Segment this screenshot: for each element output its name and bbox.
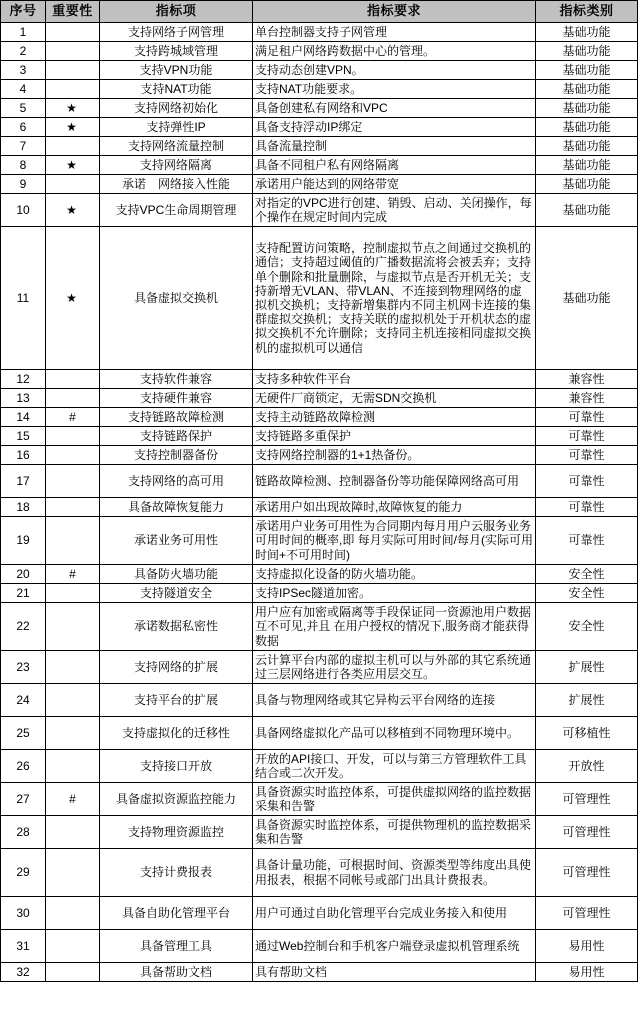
table-row — [1, 584, 638, 603]
row-number-cell: 18 — [1, 498, 46, 517]
row-category-cell: 基础功能 — [536, 99, 638, 118]
row-number-cell: 23 — [1, 651, 46, 684]
row-item-cell: 具备帮助文档 — [100, 963, 253, 982]
row-category-cell: 基础功能 — [536, 227, 638, 370]
row-category-cell: 可管理性 — [536, 816, 638, 849]
row-category-cell: 基础功能 — [536, 80, 638, 99]
row-item-cell: 支持网络的扩展 — [100, 651, 253, 684]
row-requirement-cell: 承诺用户如出现故障时,故障恢复的能力 — [253, 498, 536, 517]
row-importance-cell — [46, 584, 100, 603]
row-requirement-cell: 链路故障检测、控制器备份等功能保障网络高可用 — [253, 465, 536, 498]
row-item-cell: 支持链路故障检测 — [100, 408, 253, 427]
row-requirement-cell: 具备不同租户私有网络隔离 — [253, 156, 536, 175]
row-requirement-cell: 支持IPSec隧道加密。 — [253, 584, 536, 603]
row-category-cell: 兼容性 — [536, 370, 638, 389]
row-item-cell: 具备自助化管理平台 — [100, 897, 253, 930]
row-item-cell: 支持网络隔离 — [100, 156, 253, 175]
row-category-cell: 可靠性 — [536, 498, 638, 517]
row-importance-cell — [46, 389, 100, 408]
table-row — [1, 408, 638, 427]
row-requirement-cell: 具备计量功能，可根据时间、资源类型等纬度出具使用报表，根据不同帐号或部门出具计费报表。 — [253, 849, 536, 897]
row-importance-cell: ★ — [46, 227, 100, 370]
column-header-category: 指标类别 — [536, 1, 638, 23]
row-category-cell: 安全性 — [536, 603, 638, 651]
row-number-cell: 3 — [1, 61, 46, 80]
row-item-cell: 支持网络的高可用 — [100, 465, 253, 498]
table-row — [1, 465, 638, 498]
row-requirement-cell: 支持配置访问策略，控制虚拟节点之间通过交换机的通信；支持超过阈值的广播数据流将会被丢弃；支持单个删除和批量删除，与虚拟节点是否开机无关；支持新增无VLAN、带VLAN、不连接到物理网络的虚拟机交换机；支持新增集群内不同主机网卡连接的集群虚拟交换机；支持关联的虚拟机处于开机状态的虚拟交换机不允许删除；支持同主机连接相同虚拟交换机的虚拟机可以通信 — [253, 227, 536, 370]
row-number-cell: 16 — [1, 446, 46, 465]
table-row — [1, 42, 638, 61]
row-requirement-cell: 承诺用户业务可用性为合同期内每月用户云服务业务可用时间的概率,即 每月实际可用时间/每月(实际可用时间+不可用时间) — [253, 517, 536, 565]
row-item-cell: 支持接口开放 — [100, 750, 253, 783]
row-item-cell: 支持计费报表 — [100, 849, 253, 897]
row-number-cell: 8 — [1, 156, 46, 175]
row-number-cell: 5 — [1, 99, 46, 118]
row-requirement-cell: 支持网络控制器的1+1热备份。 — [253, 446, 536, 465]
row-requirement-cell: 支持主动链路故障检测 — [253, 408, 536, 427]
table-row — [1, 565, 638, 584]
row-requirement-cell: 具备流量控制 — [253, 137, 536, 156]
row-importance-cell — [46, 651, 100, 684]
row-item-cell: 具备故障恢复能力 — [100, 498, 253, 517]
row-requirement-cell: 开放的API接口、开发，可以与第三方管理软件工具结合或二次开发。 — [253, 750, 536, 783]
row-number-cell: 13 — [1, 389, 46, 408]
row-number-cell: 10 — [1, 194, 46, 227]
row-category-cell: 基础功能 — [536, 194, 638, 227]
row-item-cell: 支持NAT功能 — [100, 80, 253, 99]
row-category-cell: 易用性 — [536, 930, 638, 963]
row-number-cell: 2 — [1, 42, 46, 61]
row-category-cell: 基础功能 — [536, 23, 638, 42]
row-requirement-cell: 单台控制器支持子网管理 — [253, 23, 536, 42]
row-item-cell: 具备管理工具 — [100, 930, 253, 963]
row-importance-cell — [46, 175, 100, 194]
row-requirement-cell: 满足租户网络跨数据中心的管理。 — [253, 42, 536, 61]
row-requirement-cell: 对指定的VPC进行创建、销毁、启动、关闭操作，每个操作在规定时间内完成 — [253, 194, 536, 227]
row-item-cell: 承诺数据私密性 — [100, 603, 253, 651]
row-item-cell: 支持物理资源监控 — [100, 816, 253, 849]
row-importance-cell — [46, 23, 100, 42]
row-category-cell: 安全性 — [536, 565, 638, 584]
row-requirement-cell: 用户可通过自助化管理平台完成业务接入和使用 — [253, 897, 536, 930]
row-number-cell: 30 — [1, 897, 46, 930]
row-number-cell: 19 — [1, 517, 46, 565]
table-row — [1, 517, 638, 565]
table-body — [1, 23, 638, 982]
row-requirement-cell: 具备资源实时监控体系，可提供虚拟网络的监控数据采集和告警 — [253, 783, 536, 816]
row-item-cell: 支持软件兼容 — [100, 370, 253, 389]
row-importance-cell — [46, 816, 100, 849]
row-item-cell: 支持网络子网管理 — [100, 23, 253, 42]
row-requirement-cell: 支持动态创建VPN。 — [253, 61, 536, 80]
row-importance-cell — [46, 80, 100, 99]
row-number-cell: 21 — [1, 584, 46, 603]
row-category-cell: 扩展性 — [536, 684, 638, 717]
header-row — [1, 1, 638, 23]
row-requirement-cell: 支持NAT功能要求。 — [253, 80, 536, 99]
row-number-cell: 22 — [1, 603, 46, 651]
row-requirement-cell: 具备资源实时监控体系，可提供物理机的监控数据采集和告警 — [253, 816, 536, 849]
row-category-cell: 基础功能 — [536, 61, 638, 80]
row-importance-cell — [46, 427, 100, 446]
row-importance-cell — [46, 370, 100, 389]
row-item-cell: 支持平台的扩展 — [100, 684, 253, 717]
row-category-cell: 扩展性 — [536, 651, 638, 684]
row-item-cell: 支持网络流量控制 — [100, 137, 253, 156]
row-number-cell: 7 — [1, 137, 46, 156]
row-number-cell: 27 — [1, 783, 46, 816]
row-category-cell: 基础功能 — [536, 156, 638, 175]
row-item-cell: 支持虚拟化的迁移性 — [100, 717, 253, 750]
row-importance-cell — [46, 498, 100, 517]
row-item-cell: 支持链路保护 — [100, 427, 253, 446]
row-category-cell: 基础功能 — [536, 42, 638, 61]
table-row — [1, 963, 638, 982]
table-row — [1, 227, 638, 370]
row-importance-cell: ★ — [46, 99, 100, 118]
row-importance-cell — [46, 517, 100, 565]
table-row — [1, 498, 638, 517]
table-row — [1, 651, 638, 684]
row-number-cell: 20 — [1, 565, 46, 584]
row-requirement-cell: 具备网络虚拟化产品可以移植到不同物理环境中。 — [253, 717, 536, 750]
row-requirement-cell: 具备与物理网络或其它异构云平台网络的连接 — [253, 684, 536, 717]
row-category-cell: 易用性 — [536, 963, 638, 982]
row-item-cell: 承诺 网络接入性能 — [100, 175, 253, 194]
row-item-cell: 支持硬件兼容 — [100, 389, 253, 408]
row-item-cell: 支持隧道安全 — [100, 584, 253, 603]
row-number-cell: 17 — [1, 465, 46, 498]
row-requirement-cell: 无硬件厂商锁定，无需SDN交换机 — [253, 389, 536, 408]
row-category-cell: 基础功能 — [536, 118, 638, 137]
row-requirement-cell: 用户应有加密或隔离等手段保证同一资源池用户数据互不可见,并且 在用户授权的情况下,服务商才能获得数据 — [253, 603, 536, 651]
row-category-cell: 可靠性 — [536, 427, 638, 446]
row-importance-cell — [46, 897, 100, 930]
row-importance-cell — [46, 963, 100, 982]
row-category-cell: 可管理性 — [536, 897, 638, 930]
row-requirement-cell: 通过Web控制台和手机客户端登录虚拟机管理系统 — [253, 930, 536, 963]
row-item-cell: 具备虚拟资源监控能力 — [100, 783, 253, 816]
row-item-cell: 支持跨城域管理 — [100, 42, 253, 61]
row-item-cell: 支持控制器备份 — [100, 446, 253, 465]
row-category-cell: 基础功能 — [536, 175, 638, 194]
row-number-cell: 24 — [1, 684, 46, 717]
row-category-cell: 可管理性 — [536, 849, 638, 897]
row-number-cell: 25 — [1, 717, 46, 750]
table-row — [1, 750, 638, 783]
table-row — [1, 137, 638, 156]
row-number-cell: 4 — [1, 80, 46, 99]
row-importance-cell — [46, 750, 100, 783]
row-requirement-cell: 具备支持浮动IP绑定 — [253, 118, 536, 137]
row-category-cell: 可靠性 — [536, 446, 638, 465]
row-category-cell: 基础功能 — [536, 137, 638, 156]
table-row — [1, 783, 638, 816]
row-requirement-cell: 支持链路多重保护 — [253, 427, 536, 446]
table-row — [1, 61, 638, 80]
row-number-cell: 1 — [1, 23, 46, 42]
row-number-cell: 28 — [1, 816, 46, 849]
row-number-cell: 15 — [1, 427, 46, 446]
table-row — [1, 427, 638, 446]
table-row — [1, 389, 638, 408]
row-category-cell: 可管理性 — [536, 783, 638, 816]
row-importance-cell — [46, 61, 100, 80]
row-category-cell: 可靠性 — [536, 408, 638, 427]
row-requirement-cell: 支持多种软件平台 — [253, 370, 536, 389]
row-number-cell: 11 — [1, 227, 46, 370]
row-number-cell: 12 — [1, 370, 46, 389]
table-row — [1, 118, 638, 137]
row-number-cell: 6 — [1, 118, 46, 137]
table-row — [1, 816, 638, 849]
table-row — [1, 897, 638, 930]
row-requirement-cell: 支持虚拟化设备的防火墙功能。 — [253, 565, 536, 584]
row-category-cell: 安全性 — [536, 584, 638, 603]
table-row — [1, 603, 638, 651]
table-row — [1, 156, 638, 175]
row-importance-cell — [46, 42, 100, 61]
table-row — [1, 849, 638, 897]
column-header-importance: 重要性 — [46, 1, 100, 23]
row-importance-cell — [46, 465, 100, 498]
table-row — [1, 684, 638, 717]
row-importance-cell: ★ — [46, 156, 100, 175]
row-item-cell: 支持VPC生命周期管理 — [100, 194, 253, 227]
row-importance-cell: # — [46, 783, 100, 816]
column-header-requirement: 指标要求 — [253, 1, 536, 23]
table-row — [1, 370, 638, 389]
row-number-cell: 31 — [1, 930, 46, 963]
row-category-cell: 可移植性 — [536, 717, 638, 750]
table-row — [1, 23, 638, 42]
row-importance-cell: ★ — [46, 118, 100, 137]
table-row — [1, 99, 638, 118]
row-item-cell: 支持弹性IP — [100, 118, 253, 137]
row-category-cell: 可靠性 — [536, 465, 638, 498]
row-importance-cell — [46, 684, 100, 717]
row-importance-cell — [46, 137, 100, 156]
row-importance-cell — [46, 603, 100, 651]
table-row — [1, 175, 638, 194]
row-item-cell: 支持网络初始化 — [100, 99, 253, 118]
row-number-cell: 14 — [1, 408, 46, 427]
row-category-cell: 可靠性 — [536, 517, 638, 565]
row-importance-cell — [46, 446, 100, 465]
row-number-cell: 26 — [1, 750, 46, 783]
table-header — [1, 1, 638, 23]
row-item-cell: 支持VPN功能 — [100, 61, 253, 80]
row-requirement-cell: 具有帮助文档 — [253, 963, 536, 982]
row-importance-cell — [46, 849, 100, 897]
row-item-cell: 承诺业务可用性 — [100, 517, 253, 565]
table-row — [1, 717, 638, 750]
table-row — [1, 930, 638, 963]
column-header-item: 指标项 — [100, 1, 253, 23]
row-requirement-cell: 具备创建私有网络和VPC — [253, 99, 536, 118]
row-number-cell: 29 — [1, 849, 46, 897]
row-number-cell: 32 — [1, 963, 46, 982]
row-item-cell: 具备防火墙功能 — [100, 565, 253, 584]
row-importance-cell — [46, 717, 100, 750]
row-importance-cell: # — [46, 565, 100, 584]
row-item-cell: 具备虚拟交换机 — [100, 227, 253, 370]
row-number-cell: 9 — [1, 175, 46, 194]
row-requirement-cell: 云计算平台内部的虚拟主机可以与外部的其它系统通过三层网络进行各类应用层交互。 — [253, 651, 536, 684]
row-category-cell: 兼容性 — [536, 389, 638, 408]
column-header-no: 序号 — [1, 1, 46, 23]
row-importance-cell: # — [46, 408, 100, 427]
row-importance-cell — [46, 930, 100, 963]
table-row — [1, 194, 638, 227]
table-row — [1, 80, 638, 99]
row-category-cell: 开放性 — [536, 750, 638, 783]
row-importance-cell: ★ — [46, 194, 100, 227]
table-row — [1, 446, 638, 465]
row-requirement-cell: 承诺用户能达到的网络带宽 — [253, 175, 536, 194]
